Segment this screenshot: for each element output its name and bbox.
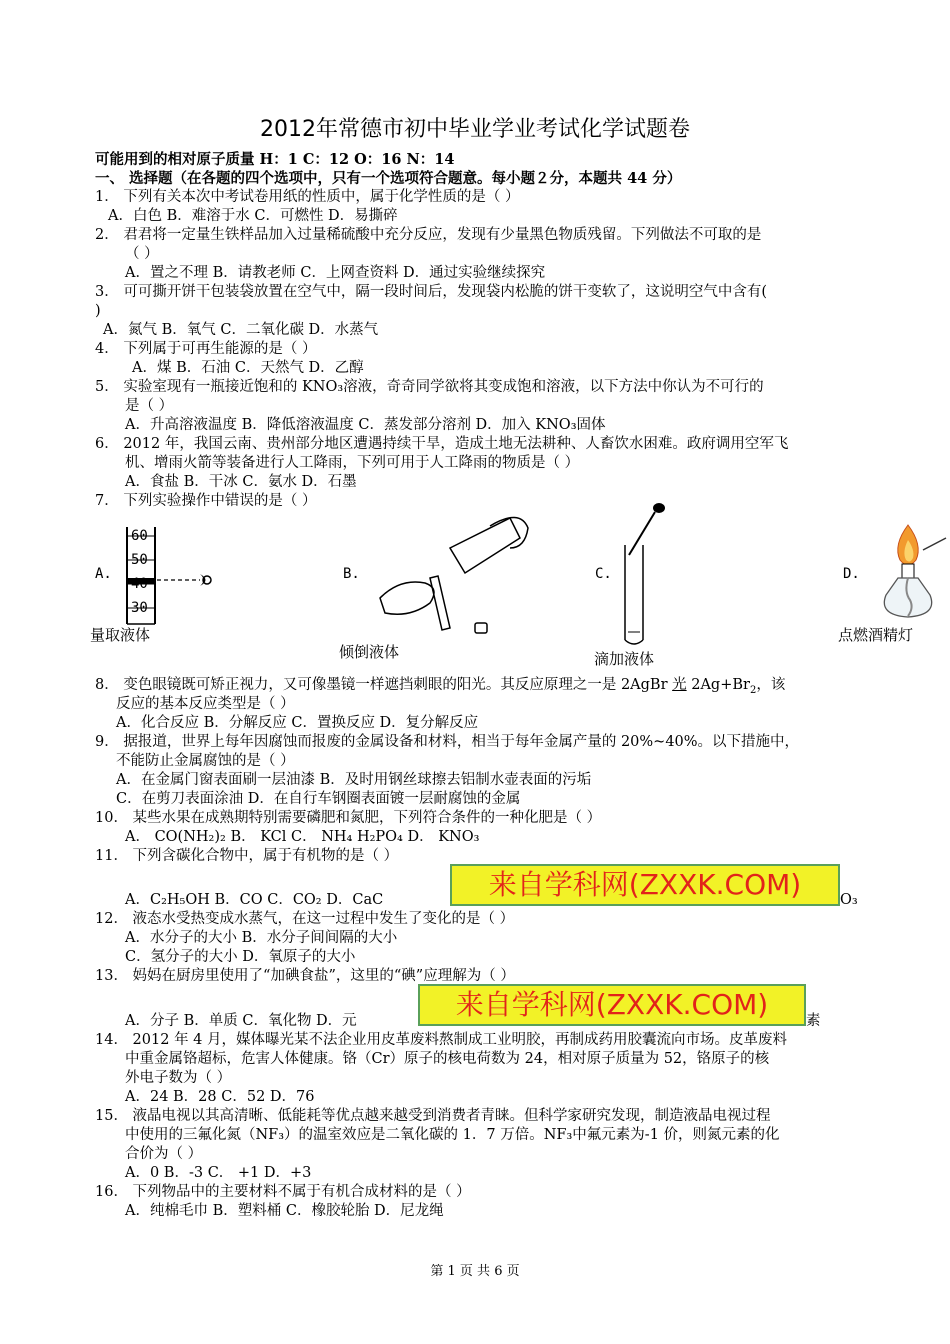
question-14-cont-2: 外电子数为（ ） xyxy=(125,1070,232,1086)
caption-c: 滴加液体 xyxy=(594,650,655,668)
question-9-options-2: C．在剪刀表面涂油 D．在自行车钢圈表面镀一层耐腐蚀的金属 xyxy=(116,791,521,807)
caption-b: 倾倒液体 xyxy=(339,643,400,661)
question-1: 1． 下列有关本次中考试卷用纸的性质中，属于化学性质的是（ ） xyxy=(95,189,520,205)
alcohol-lamp-figure xyxy=(868,520,948,625)
section-heading: 一、 选择题（在各题的四个选项中，只有一个选项符合题意。每小题２分，本题共 44 分） xyxy=(95,170,682,187)
page-footer: 第 1 页 共 6 页 xyxy=(430,1264,520,1279)
watermark-banner: 来自学科网(ZXXK.COM) xyxy=(418,984,806,1026)
question-7: 7． 下列实验操作中错误的是（ ） xyxy=(95,493,317,509)
question-3-cont: ) xyxy=(95,303,101,319)
question-10: 10． 某些水果在成熟期特别需要磷肥和氮肥，下列符合条件的一种化肥是（ ） xyxy=(95,810,602,826)
question-1-options: A．白色 B．难溶于水 C．可燃性 D．易撕碎 xyxy=(108,208,398,224)
question-2: 2． 君君将一定量生铁样品加入过量稀硫酸中充分反应，发现有少量黑色物质残留。下列做法不可取的是 xyxy=(95,227,762,243)
question-6: 6． 2012 年，我国云南、贵州部分地区遭遇持续干旱，造成土地无法耕种、人畜饮水困难。政府调用空军飞 xyxy=(95,436,789,452)
figure-label-d: D. xyxy=(843,566,860,582)
tick-label: 60 xyxy=(131,528,148,544)
question-6-cont: 机、增雨火箭等装备进行人工降雨，下列可用于人工降雨的物质是（ ） xyxy=(125,455,580,471)
question-3-options: A．氮气 B．氧气 C．二氧化碳 D．水蒸气 xyxy=(103,322,379,338)
question-14-options: A．24 B．28 C．52 D．76 xyxy=(125,1089,315,1105)
question-11-options-tail: O₃ xyxy=(840,892,858,908)
question-8-options: A．化合反应 B．分解反应 C．置换反应 D．复分解反应 xyxy=(116,715,479,731)
question-10-options: A． CO(NH₂)₂ B． KCl C． NH₄ H₂PO₄ D． KNO₃ xyxy=(125,829,480,845)
question-8: 8． 变色眼镜既可矫正视力，又可像墨镜一样遮挡刺眼的阳光。其反应原理之一是 2AgBr 光 $2Ag+Br_2$，该 xyxy=(95,677,786,696)
caption-a: 量取液体 xyxy=(90,626,151,644)
question-5: 5． 实验室现有一瓶接近饱和的 KNO₃溶液，奇奇同学欲将其变成饱和溶液，以下方法中你认为不可行的 xyxy=(95,379,764,395)
question-12-options-1: A．水分子的大小 B．水分子间间隔的大小 xyxy=(125,930,398,946)
page-title: 2012年常德市初中毕业学业考试化学试题卷 xyxy=(260,117,690,142)
tick-label: 40 xyxy=(131,576,148,592)
question-16: 16． 下列物品中的主要材料不属于有机合成材料的是（ ） xyxy=(95,1184,471,1200)
question-13-options: A．分子 B．单质 C．氧化物 D．元 xyxy=(125,1013,357,1029)
question-11-options: A．C₂H₅OH B．CO C．CO₂ D．CaC xyxy=(125,892,384,908)
question-11: 11． 下列含碳化合物中，属于有机物的是（ ） xyxy=(95,848,399,864)
question-4: 4． 下列属于可再生能源的是（ ） xyxy=(95,341,317,357)
question-15: 15． 液晶电视以其高清晰、低能耗等优点越来越受到消费者青睐。但科学家研究发现，制造液晶电视过程 xyxy=(95,1108,771,1124)
question-5-options: A．升高溶液温度 B．降低溶液温度 C．蒸发部分溶剂 D．加入 KNO₃固体 xyxy=(125,417,606,433)
question-12: 12． 液态水受热变成水蒸气，在这一过程中发生了变化的是（ ） xyxy=(95,911,515,927)
pouring-liquid-figure xyxy=(370,508,530,638)
figure-label-a: A. xyxy=(95,566,112,582)
question-12-options-2: C．氢分子的大小 D．氧原子的大小 xyxy=(125,949,356,965)
question-9: 9． 据报道，世界上每年因腐蚀而报废的金属设备和材料，相当于每年金属产量的 20%~40%。以下措施中， xyxy=(95,734,800,750)
question-15-options: A．0 B．-3 C． +1 D．+3 xyxy=(125,1165,312,1181)
figure-label-b: B. xyxy=(343,566,360,582)
question-9-options-1: A．在金属门窗表面刷一层油漆 B．及时用钢丝球擦去铝制水壶表面的污垢 xyxy=(116,772,592,788)
question-9-cont: 不能防止金属腐蚀的是（ ） xyxy=(116,753,295,769)
question-16-options: A．纯棉毛巾 B．塑料桶 C．橡胶轮胎 D．尼龙绳 xyxy=(125,1203,444,1219)
question-4-options: A．煤 B．石油 C．天然气 D．乙醇 xyxy=(132,360,364,376)
question-15-cont-2: 合价为（ ） xyxy=(125,1146,203,1162)
tick-label: 30 xyxy=(131,600,148,616)
question-2-cont: （ ） xyxy=(125,246,159,262)
figure-label-c: C. xyxy=(595,566,612,582)
caption-d: 点燃酒精灯 xyxy=(838,626,914,644)
dropper-figure xyxy=(615,500,675,648)
question-14-cont-1: 中重金属铬超标，危害人体健康。铬（Cr）原子的核电荷数为 24，相对原子质量为 52，铬原子的核 xyxy=(125,1051,770,1067)
question-2-options: A．置之不理 B．请教老师 C．上网查资料 D．通过实验继续探究 xyxy=(125,265,546,281)
question-13-options-tail: 素 xyxy=(806,1013,821,1029)
question-13: 13． 妈妈在厨房里使用了“加碘食盐”，这里的“碘”应理解为（ ） xyxy=(95,968,515,984)
question-8-cont: 反应的基本反应类型是（ ） xyxy=(116,696,295,712)
atomic-mass-line: 可能用到的相对原子质量 H：1 C：12 O：16 N：14 xyxy=(95,151,455,168)
question-14: 14． 2012 年 4 月，媒体曝光某不法企业用皮革废料熬制成工业明胶，再制成药用胶囊流向市场。皮革废料 xyxy=(95,1032,788,1048)
question-5-cont: 是（ ） xyxy=(125,398,174,414)
watermark-banner: 来自学科网(ZXXK.COM) xyxy=(450,864,840,906)
question-3: 3． 可可撕开饼干包装袋放置在空气中，隔一段时间后，发现袋内松脆的饼干变软了，这说明空气中含有( xyxy=(95,284,767,300)
tick-label: 50 xyxy=(131,552,148,568)
question-6-options: A．食盐 B．干冰 C．氨水 D．石墨 xyxy=(125,474,357,490)
question-15-cont-1: 中使用的三氟化氮（NF₃）的温室效应是二氧化碳的 1．7 万倍。NF₃中氟元素为-1 价，则氮元素的化 xyxy=(125,1127,780,1143)
